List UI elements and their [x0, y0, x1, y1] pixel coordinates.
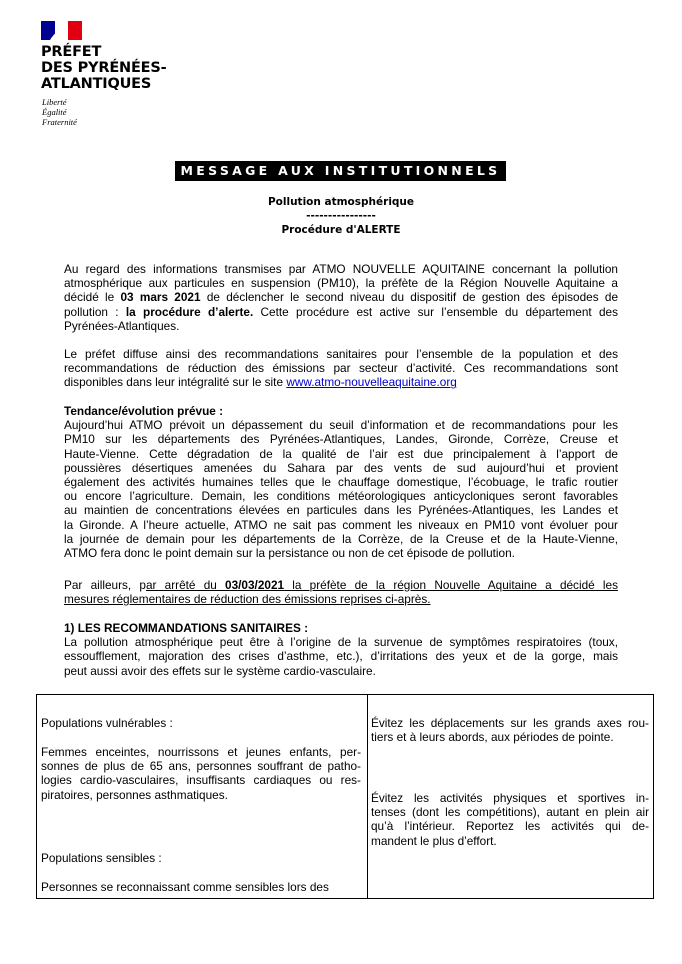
text-line: Au regard des informations transmises par ATMO NOUVELLE AQUITAINE concernant la pollution: [64, 262, 618, 276]
text-line: recommandations de réduction des émissions par secteur d’activité. Ces recommandations sont: [64, 361, 618, 376]
decree-paragraph: [64, 578, 618, 606]
text-line: Le préfet diffuse ainsi des recommandations sanitaires pour l’ensemble de la population et des: [64, 347, 618, 361]
motto-line: Fraternité: [42, 117, 77, 127]
text-line: logies cardio-vasculaires, insuffisants cardiaques ou res-: [41, 773, 361, 788]
text-run: de déclencher le second niveau du dispositif de gestion des épisodes de: [200, 290, 619, 305]
text-line: peut aussi avoir des effets sur le système cardio-vasculaire.: [64, 663, 376, 678]
text-line: au maintien de concentrations élevées en particules dans les Pyrénées-Atlantiques, les Landes et: [64, 503, 618, 518]
marianne-flag-logo: [41, 21, 82, 40]
text-run: pollution :: [64, 304, 126, 319]
republic-motto: [42, 97, 122, 127]
vulnerable-description: [41, 745, 361, 802]
text-line: essoufflement, majoration des crises d’asthme, etc.), d’irritations des yeux et de la gorge, mais: [64, 649, 618, 664]
subtitle-procedure: Procédure d'ALERTE: [281, 224, 401, 236]
text-line: La pollution atmosphérique peut être à l’origine de la survenue de symptômes respiratoires (toux,: [64, 635, 618, 650]
advice-physical-activity: [371, 791, 649, 848]
text-run: la préfète de la région Nouvelle Aquitaine a décidé les: [284, 578, 618, 592]
table-column-divider: [367, 695, 368, 898]
flag-red-band: [68, 21, 82, 40]
page-title: MESSAGE AUX INSTITUTIONNELS: [175, 161, 506, 181]
subtitle-topic: Pollution atmosphérique: [267, 196, 415, 208]
text-run: Cette procédure est active sur l’ensemble du département des: [253, 304, 619, 319]
text-line: tenses (dont les compétitions), autant en plein air: [371, 805, 649, 820]
text-line: [64, 578, 618, 592]
text-line: poussières désertiques amenées du Sahara par des vents de sud aujourd’hui et provient: [64, 460, 618, 475]
atmo-website-link[interactable]: www.atmo-nouvelleaquitaine.org: [286, 375, 457, 390]
trend-section: [64, 404, 618, 560]
sensitive-label: Populations sensibles :: [41, 851, 162, 865]
text-line: [64, 375, 618, 389]
text-line: Femmes enceintes, nourrissons et jeunes enfants, per-: [41, 745, 361, 759]
health-recommendations-section: [64, 621, 618, 678]
text-line: ou encore l’agriculture. Demain, les conditions météorologiques anticycloniques seront favorables: [64, 489, 618, 504]
recommendations-paragraph: [64, 347, 618, 390]
text-line: Évitez les déplacements sur les grands axes rou-: [371, 716, 649, 730]
text-line: la journée de demain pour les départements de la Corrèze, de la Creuse et de la Haute-Vienne,: [64, 531, 618, 546]
prefecture-line: DES PYRÉNÉES-: [41, 60, 167, 76]
intro-paragraph: [64, 262, 618, 333]
section-heading: 1) LES RECOMMANDATIONS SANITAIRES :: [64, 621, 309, 635]
text-line: [64, 305, 618, 319]
motto-line: Égalité: [42, 107, 67, 117]
trend-heading: Tendance/évolution prévue :: [64, 404, 224, 418]
text-line: ATMO fera donc le point demain sur la persistance ou non de cet épisode de pollution.: [64, 546, 515, 561]
text-line: la Gironde. A l’heure actuelle, ATMO ne sait pas comment les niveaux en PM10 vont évoluer pour: [64, 517, 618, 532]
text-line: PM10 sur les départements des Pyrénées-Atlantiques, Landes, Gironde, Corrèze, Creuse et: [64, 432, 618, 447]
text-line: qu’à l’intérieur. Reportez les activités qui de-: [371, 819, 649, 834]
advice-travel: [371, 716, 649, 744]
alert-date: 03 mars 2021: [120, 290, 201, 305]
text-line: atmosphérique aux particules en suspension (PM10), la préfète de la Région Nouvelle Aquitaine a: [64, 276, 618, 291]
text-run: Par ailleurs, p: [64, 578, 146, 592]
text-line: piratoires, personnes asthmatiques.: [41, 787, 228, 802]
text-run: ar arrêté du: [145, 578, 226, 592]
text-line: Pyrénées-Atlantiques.: [64, 318, 180, 333]
motto-line: Liberté: [42, 97, 67, 107]
vulnerable-label: Populations vulnérables :: [41, 716, 173, 730]
procedure-name: la procédure d’alerte.: [125, 304, 254, 319]
text-line: [64, 290, 618, 304]
text-line: Évitez les activités physiques et sportives in-: [371, 791, 649, 805]
text-run: décidé le: [64, 290, 121, 305]
prefecture-name: [41, 44, 241, 92]
prefecture-line: PRÉFET: [41, 44, 102, 60]
text-line: mesures réglementaires de réduction des émissions reprises ci-après.: [64, 592, 431, 607]
text-line: Aujourd’hui ATMO prévoit un dépassement du seuil d’information et de recommandations pour les: [64, 418, 618, 433]
text-line: mandent le plus d’effort.: [371, 833, 497, 848]
text-run: disponibles dans leur intégralité sur le site: [64, 375, 287, 390]
prefecture-line: ATLANTIQUES: [41, 76, 152, 92]
recommendations-table: [36, 694, 654, 899]
text-line: également des activités humaines telles que le chauffage domestique, l’écobuage, le trafic routier: [64, 475, 618, 490]
text-line: tiers et à leurs abords, aux périodes de pointe.: [371, 730, 614, 745]
sensitive-description: Personnes se reconnaissant comme sensibles lors des: [41, 880, 329, 894]
subtitle-separator: ----------------: [306, 210, 376, 222]
decree-date: 03/03/2021: [225, 578, 285, 592]
text-line: Haute-Vienne. Cette dégradation de la qualité de l’air est due principalement à l’apport de: [64, 446, 618, 461]
text-line: sonnes de plus de 65 ans, personnes souffrant de patho-: [41, 759, 361, 774]
